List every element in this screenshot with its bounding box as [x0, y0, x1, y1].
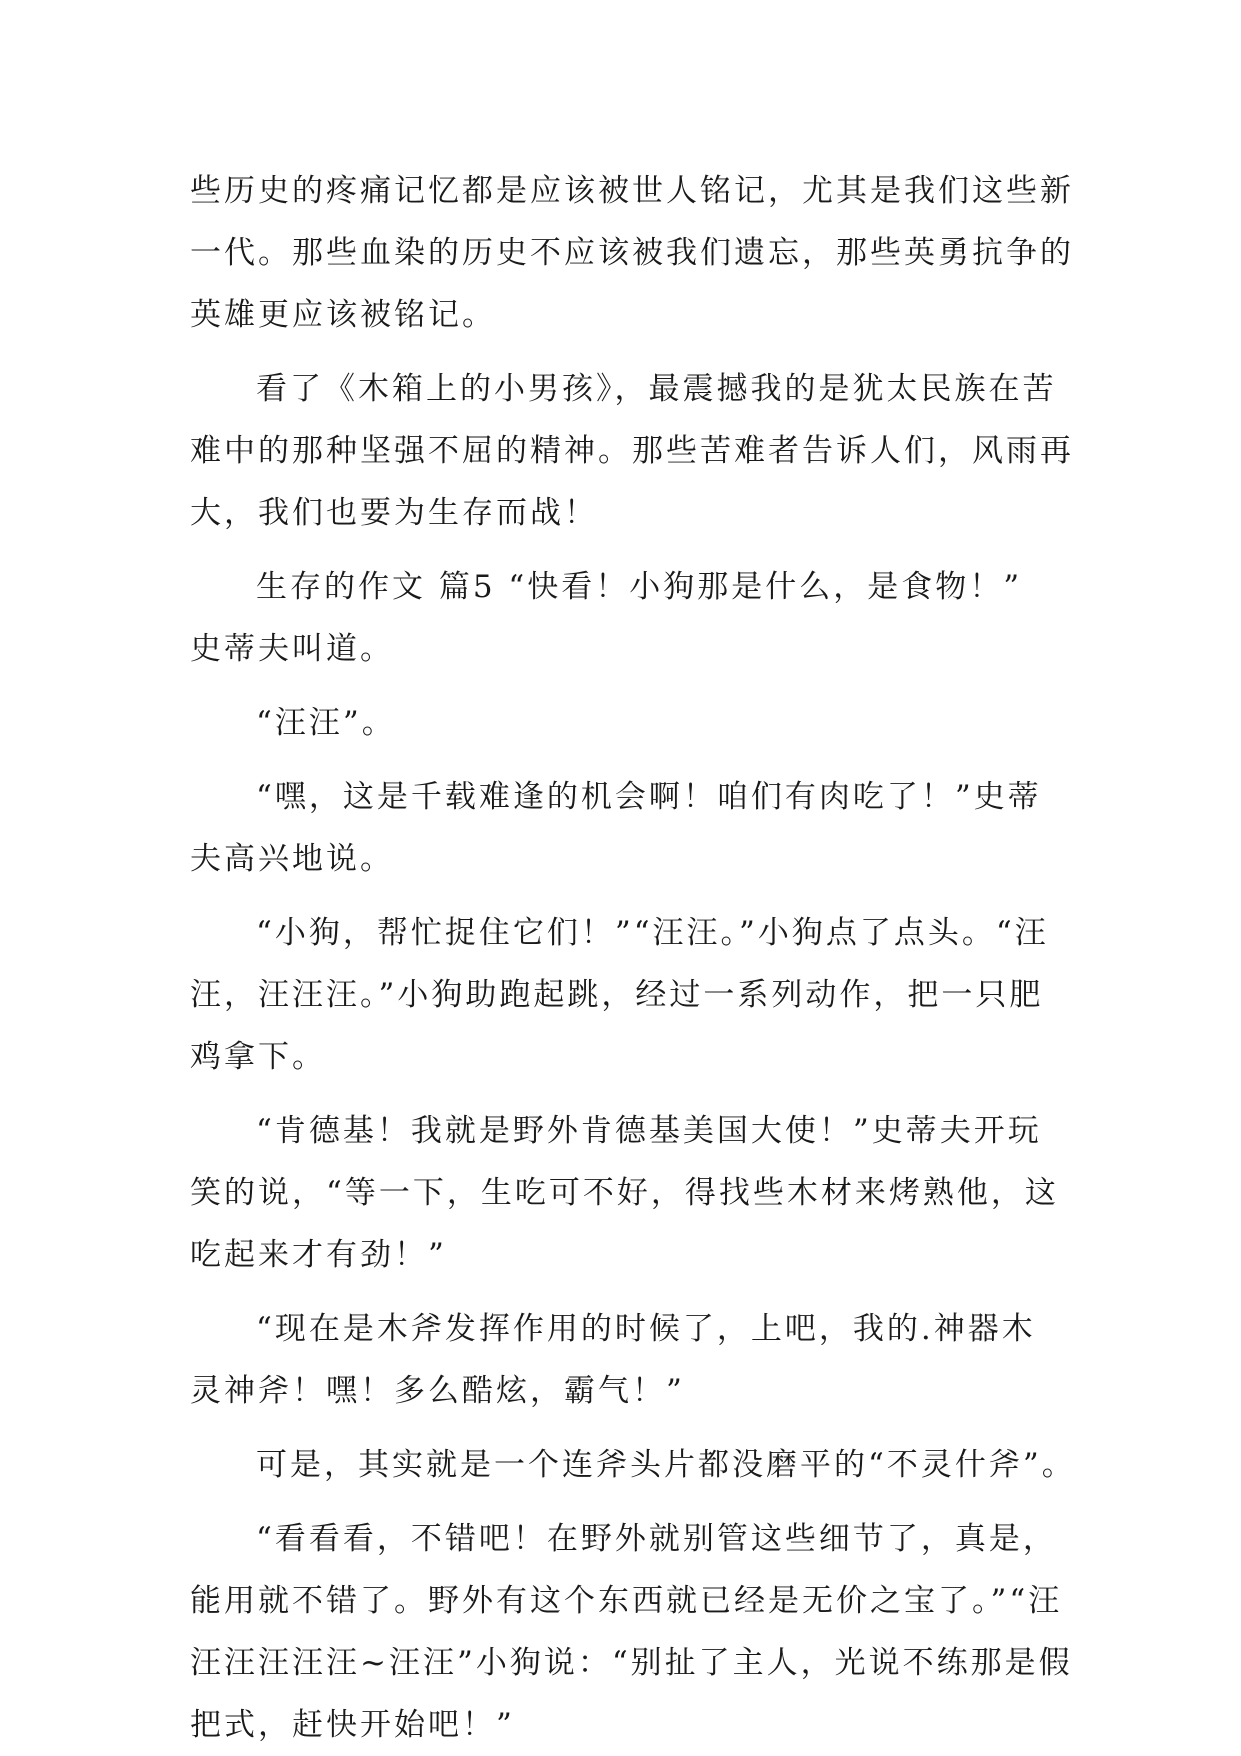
text-line: 一代。那些血染的历史不应该被我们遗忘，那些英勇抗争的: [190, 235, 1074, 271]
text-line: 大，我们也要为生存而战！: [190, 495, 598, 531]
text-line: 能用就不错了。野外有这个东西就已经是无价之宝了。”“汪: [190, 1583, 1063, 1619]
text-line: “汪汪”。: [256, 705, 396, 741]
text-line: 些历史的疼痛记忆都是应该被世人铭记，尤其是我们这些新: [190, 173, 1074, 209]
text-line: 笑的说，“等一下，生吃可不好，得找些木材来烤熟他，这: [190, 1175, 1059, 1211]
body-text: [190, 160, 1076, 1756]
text-line: 史蒂夫叫道。: [190, 631, 394, 667]
text-line: 鸡拿下。: [190, 1039, 326, 1075]
text-line: “看看看，不错吧！在野外就别管这些细节了，真是，: [256, 1521, 1057, 1557]
text-line: 把式，赶快开始吧！”: [190, 1707, 515, 1743]
text-line: “嘿，这是千载难逢的机会啊！咱们有肉吃了！”史蒂: [256, 779, 1042, 815]
text-line: 可是，其实就是一个连斧头片都没磨平的“不灵什斧”。: [256, 1447, 1076, 1483]
text-line: 汪汪汪汪汪~汪汪”小狗说：“别扯了主人，光说不练那是假: [190, 1645, 1073, 1681]
text-line: “小狗，帮忙捉住它们！”“汪汪。”小狗点了点头。“汪: [256, 915, 1049, 951]
text-line: “现在是木斧发挥作用的时候了，上吧，我的.神器木: [256, 1311, 1036, 1347]
text-line: 难中的那种坚强不屈的精神。那些苦难者告诉人们，风雨再: [190, 433, 1074, 469]
text-line: 灵神斧！嘿！多么酷炫，霸气！”: [190, 1373, 685, 1409]
text-line: 生存的作文 篇5 “快看！小狗那是什么，是食物！”: [256, 569, 1023, 605]
text-line: 汪，汪汪汪。”小狗助跑起跳，经过一系列动作，把一只肥: [190, 977, 1044, 1013]
text-line: 英雄更应该被铭记。: [190, 297, 496, 333]
text-line: “肯德基！我就是野外肯德基美国大使！”史蒂夫开玩: [256, 1113, 1042, 1149]
text-line: 夫高兴地说。: [190, 841, 394, 877]
text-line: 看了《木箱上的小男孩》，最震撼我的是犹太民族在苦: [256, 371, 1057, 407]
text-line: 吃起来才有劲！”: [190, 1237, 447, 1273]
